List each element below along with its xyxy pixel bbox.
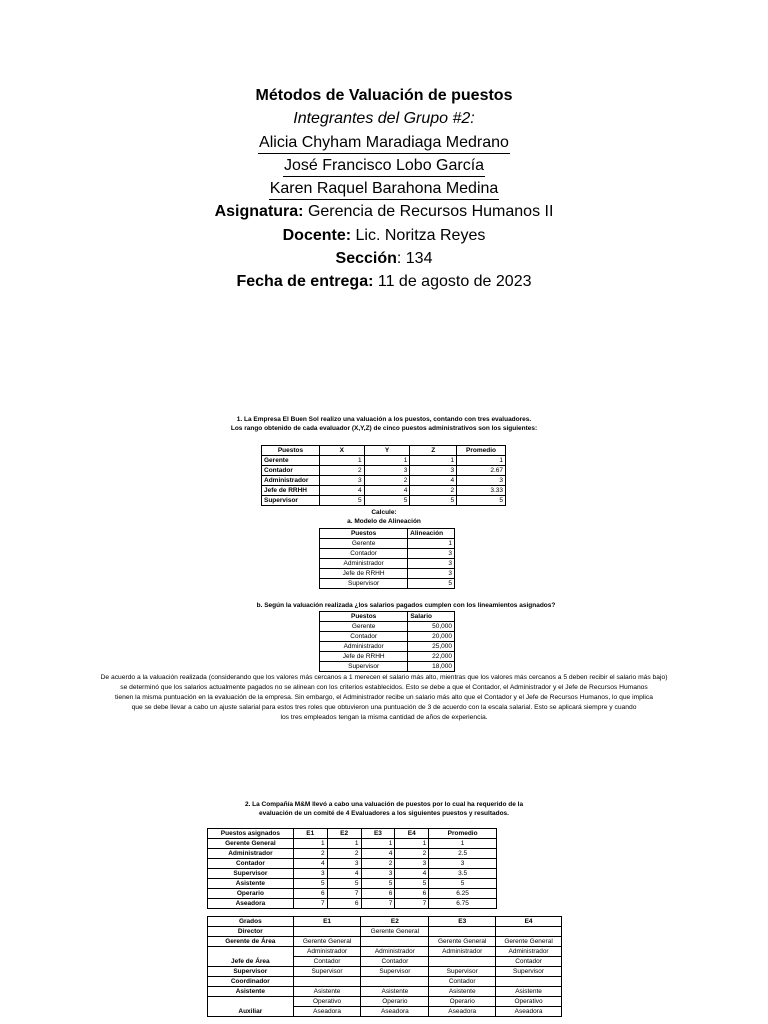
- cell: 6.75: [429, 899, 497, 909]
- cell: 18,000: [408, 662, 455, 672]
- cell: 6.25: [429, 889, 497, 899]
- row-label: Contador: [262, 466, 320, 476]
- cell: 5: [429, 879, 497, 889]
- header-cell: E1: [293, 829, 327, 839]
- table-row: [208, 927, 562, 937]
- cell: Administrador: [429, 947, 496, 957]
- cell: Operario: [429, 997, 496, 1007]
- cell: Administrador: [361, 947, 429, 957]
- table-row: [208, 937, 562, 947]
- cell: Supervisor: [496, 967, 562, 977]
- grades-table: [207, 916, 562, 1017]
- table-row: [208, 859, 497, 869]
- cell: Contador: [496, 957, 562, 967]
- table-row: [320, 539, 455, 549]
- cell: 1: [395, 839, 429, 849]
- cell: Asistente: [361, 987, 429, 997]
- table-row: [208, 839, 497, 849]
- cell: 3: [293, 869, 327, 879]
- cell: 1: [361, 839, 395, 849]
- q1-ranking-table: [261, 445, 506, 506]
- table-row: [320, 549, 455, 559]
- cell: 3: [364, 466, 410, 476]
- grade-label: Gerente de Área: [208, 937, 294, 947]
- table-header-row: [208, 829, 497, 839]
- cell: 7: [327, 889, 361, 899]
- salary-question: b. Según la valuación realizada ¿los salarios pagados cumplen con los lineamientos asignados?: [256, 602, 556, 609]
- document-title: Métodos de Valuación de puestos: [255, 87, 513, 104]
- row-label: Gerente: [320, 622, 408, 632]
- alignment-model-title: a. Modelo de Alineación: [347, 518, 421, 525]
- row-label: Supervisor: [320, 662, 408, 672]
- cell: 2: [364, 476, 410, 486]
- cell: 2: [395, 849, 429, 859]
- row-label: Contador: [320, 549, 408, 559]
- q1-intro-line: 1. La Empresa El Buen Sol realizo una valuación a los puestos, contando con tres evaluadores.: [236, 416, 532, 423]
- cell: 1: [319, 456, 364, 466]
- cell: 5: [327, 879, 361, 889]
- cell: Gerente General: [361, 927, 429, 937]
- header-cell: Puestos: [320, 529, 408, 539]
- calcule-label: Calcule:: [371, 509, 397, 516]
- cell: 2.67: [457, 466, 506, 476]
- cell: Asistente: [429, 987, 496, 997]
- table-row: [208, 967, 562, 977]
- table-row: [208, 987, 562, 997]
- cell: Supervisor: [361, 967, 429, 977]
- row-label: Asistente: [208, 879, 294, 889]
- header-cell: Z: [410, 446, 457, 456]
- cell: 3.33: [457, 486, 506, 496]
- row-label: Jefe de RRHH: [320, 652, 408, 662]
- teacher-label: Docente:: [282, 226, 352, 244]
- cell: 2: [319, 466, 364, 476]
- paragraph-line: los tres empleados tengan la misma cantidad de años de experiencia.: [280, 714, 488, 721]
- header-cell: Puestos asignados: [208, 829, 294, 839]
- row-label: Operario: [208, 889, 294, 899]
- header-cell: E1: [293, 917, 361, 927]
- table-row: [262, 466, 506, 476]
- table-row: [208, 879, 497, 889]
- header-cell: Puestos: [320, 612, 408, 622]
- cell: 4: [327, 869, 361, 879]
- cell: 5: [408, 579, 455, 589]
- header-cell: E3: [361, 829, 395, 839]
- cell: 5: [293, 879, 327, 889]
- cell: 25,000: [408, 642, 455, 652]
- cell: 4: [410, 476, 457, 486]
- row-label: Administrador: [320, 642, 408, 652]
- cell: 4: [395, 869, 429, 879]
- cell: 4: [361, 849, 395, 859]
- cell: 3: [408, 559, 455, 569]
- cell: 3: [408, 569, 455, 579]
- date-label: Fecha de entrega:: [236, 273, 374, 291]
- cell: Aseadora: [361, 1007, 429, 1017]
- date-value: 11 de agosto de 2023: [377, 273, 532, 291]
- cell: 5: [319, 496, 364, 506]
- teacher-value: Lic. Noritza Reyes: [355, 226, 486, 244]
- alignment-table: [319, 528, 455, 589]
- header-cell: Promedio: [429, 829, 497, 839]
- table-row: [208, 947, 562, 957]
- table-header-row: [208, 917, 562, 927]
- cell: 6: [293, 889, 327, 899]
- grade-label: Jefe de Área: [208, 947, 294, 967]
- table-header-row: [320, 529, 455, 539]
- cell: Contador: [293, 957, 361, 967]
- member-name: Alicia Chyham Maradiaga Medrano: [258, 133, 510, 154]
- cell: 3: [410, 466, 457, 476]
- row-label: Gerente: [320, 539, 408, 549]
- table-row: [320, 632, 455, 642]
- cell: Administrador: [496, 947, 562, 957]
- cell: 2: [361, 859, 395, 869]
- cell: 50,000: [408, 622, 455, 632]
- cell: 2.5: [429, 849, 497, 859]
- row-label: Contador: [320, 632, 408, 642]
- cell: 20,000: [408, 632, 455, 642]
- q2-ranking-table: [207, 828, 497, 909]
- row-label: Gerente General: [208, 839, 294, 849]
- grade-label: Coordinador: [208, 977, 294, 987]
- header-cell: Puestos: [262, 446, 320, 456]
- cell: Operario: [361, 997, 429, 1007]
- cell: 7: [395, 899, 429, 909]
- cell: Asistente: [496, 987, 562, 997]
- cell: Asistente: [293, 987, 361, 997]
- cell: 1: [364, 456, 410, 466]
- cell: 4: [364, 486, 410, 496]
- grade-label: Asistente: [208, 987, 294, 997]
- cover-block: [0, 84, 768, 294]
- cell: [496, 977, 562, 987]
- cell: Aseadora: [496, 1007, 562, 1017]
- table-row: [208, 899, 497, 909]
- table-row: [262, 456, 506, 466]
- cell: Administrador: [293, 947, 361, 957]
- cell: Contador: [429, 977, 496, 987]
- header-cell: Salario: [408, 612, 455, 622]
- table-row: [320, 662, 455, 672]
- cell: [429, 927, 496, 937]
- cell: 2: [327, 849, 361, 859]
- header-cell: Y: [364, 446, 410, 456]
- analysis-paragraph: [0, 673, 768, 723]
- salary-table: [319, 611, 455, 672]
- cell: 3: [457, 476, 506, 486]
- row-label: Gerente: [262, 456, 320, 466]
- table-row: [262, 476, 506, 486]
- table-row: [208, 869, 497, 879]
- cell: 3: [361, 869, 395, 879]
- cell: 5: [457, 496, 506, 506]
- row-label: Administrador: [262, 476, 320, 486]
- table-row: [262, 486, 506, 496]
- section-value: : 134: [396, 250, 433, 268]
- cell: Aseadora: [293, 1007, 361, 1017]
- cell: 6: [327, 899, 361, 909]
- table-row: [320, 652, 455, 662]
- cell: 1: [327, 839, 361, 849]
- cell: 3: [429, 859, 497, 869]
- row-label: Jefe de RRHH: [320, 569, 408, 579]
- cell: [293, 977, 361, 987]
- q1-intro: [0, 415, 768, 433]
- cell: Operativo: [496, 997, 562, 1007]
- table-header-row: [320, 612, 455, 622]
- cell: Contador: [361, 957, 429, 967]
- member-name: Karen Raquel Barahona Medina: [269, 179, 500, 200]
- cell: 1: [457, 456, 506, 466]
- calcule-block: [0, 508, 768, 526]
- cell: 3: [319, 476, 364, 486]
- table-row: [208, 849, 497, 859]
- cell: Gerente General: [496, 937, 562, 947]
- cell: 6: [361, 889, 395, 899]
- cell: 2: [410, 486, 457, 496]
- paragraph-line: se determinó que los salarios actualmente pagados no se alinean con los criterios establecidos. Esto se debe a que el Contador, el Administrador y el Jefe de Recursos Humanos: [120, 684, 648, 691]
- cell: 3: [408, 549, 455, 559]
- cell: 5: [361, 879, 395, 889]
- grade-label: Director: [208, 927, 294, 937]
- header-cell: E4: [496, 917, 562, 927]
- cell: 22,000: [408, 652, 455, 662]
- group-subtitle: Integrantes del Grupo #2:: [293, 110, 475, 128]
- row-label: Administrador: [208, 849, 294, 859]
- header-cell: E2: [327, 829, 361, 839]
- table-row: [262, 496, 506, 506]
- header-cell: Promedio: [457, 446, 506, 456]
- grade-label: Supervisor: [208, 967, 294, 977]
- row-label: Supervisor: [320, 579, 408, 589]
- header-cell: X: [319, 446, 364, 456]
- cell: Aseadora: [429, 1007, 496, 1017]
- table-row: [208, 889, 497, 899]
- cell: Supervisor: [293, 967, 361, 977]
- cell: 1: [293, 839, 327, 849]
- cell: 5: [364, 496, 410, 506]
- row-label: Supervisor: [208, 869, 294, 879]
- cell: 2: [293, 849, 327, 859]
- row-label: Administrador: [320, 559, 408, 569]
- cell: 5: [395, 879, 429, 889]
- cell: [429, 957, 496, 967]
- cell: 1: [410, 456, 457, 466]
- subject-label: Asignatura:: [214, 203, 304, 221]
- cell: 7: [361, 899, 395, 909]
- table-header-row: [262, 446, 506, 456]
- table-row: [320, 579, 455, 589]
- row-label: Aseadora: [208, 899, 294, 909]
- subject-value: Gerencia de Recursos Humanos II: [307, 203, 554, 221]
- row-label: Jefe de RRHH: [262, 486, 320, 496]
- cell: 4: [319, 486, 364, 496]
- q1-intro-line: Los rango obtenido de cada evaluador (X,Y,Z) de cinco puestos administrativos son los siguientes:: [230, 425, 538, 432]
- cell: [361, 977, 429, 987]
- cell: Gerente General: [293, 937, 361, 947]
- table-row: [320, 622, 455, 632]
- cell: 3: [327, 859, 361, 869]
- paragraph-line: tienen la misma puntuación en la evaluación de la empresa. Sin embargo, el Administrador recibe un salario más alto que el Contador y el Jefe de Recursos Humanos, lo que implica: [115, 694, 653, 701]
- paragraph-line: De acuerdo a la valuación realizada (considerando que los valores más cercanos a 1 merecen el salario más alto, mientras que los valores más cercanos a 5 deben recibir el salario más bajo): [100, 674, 668, 681]
- q2-intro: [0, 800, 768, 818]
- cell: 1: [408, 539, 455, 549]
- cell: 1: [429, 839, 497, 849]
- table-row: [208, 977, 562, 987]
- header-cell: E2: [361, 917, 429, 927]
- grade-label: Auxiliar: [208, 997, 294, 1017]
- cell: Supervisor: [429, 967, 496, 977]
- table-row: [320, 569, 455, 579]
- cell: 3.5: [429, 869, 497, 879]
- table-row: [320, 559, 455, 569]
- cell: 6: [395, 889, 429, 899]
- cell: [361, 937, 429, 947]
- cell: 3: [395, 859, 429, 869]
- header-cell: Grados: [208, 917, 294, 927]
- section-label: Sección: [335, 250, 397, 268]
- member-name: José Francisco Lobo García: [283, 156, 485, 177]
- row-label: Contador: [208, 859, 294, 869]
- cell: Gerente General: [429, 937, 496, 947]
- cell: 5: [410, 496, 457, 506]
- cell: 4: [293, 859, 327, 869]
- table-row: [320, 642, 455, 652]
- row-label: Supervisor: [262, 496, 320, 506]
- table-row: [208, 997, 562, 1007]
- cell: [496, 927, 562, 937]
- q2-intro-line: 2. La Compañía M&M llevó a cabo una valuación de puestos por lo cual ha requerido de la: [244, 801, 524, 808]
- header-cell: Alineación: [408, 529, 455, 539]
- q2-intro-line: evaluación de un comité de 4 Evaluadores a los siguientes puestos y resultados.: [259, 810, 509, 817]
- cell: [293, 927, 361, 937]
- header-cell: E3: [429, 917, 496, 927]
- cell: 7: [293, 899, 327, 909]
- paragraph-line: que se debe llevar a cabo un ajuste salarial para estos tres roles que obtuvieron una puntuación de 3 de acuerdo con la escala salarial. Esto se aplicará siempre y cuando: [131, 704, 637, 711]
- cell: Operativo: [293, 997, 361, 1007]
- header-cell: E4: [395, 829, 429, 839]
